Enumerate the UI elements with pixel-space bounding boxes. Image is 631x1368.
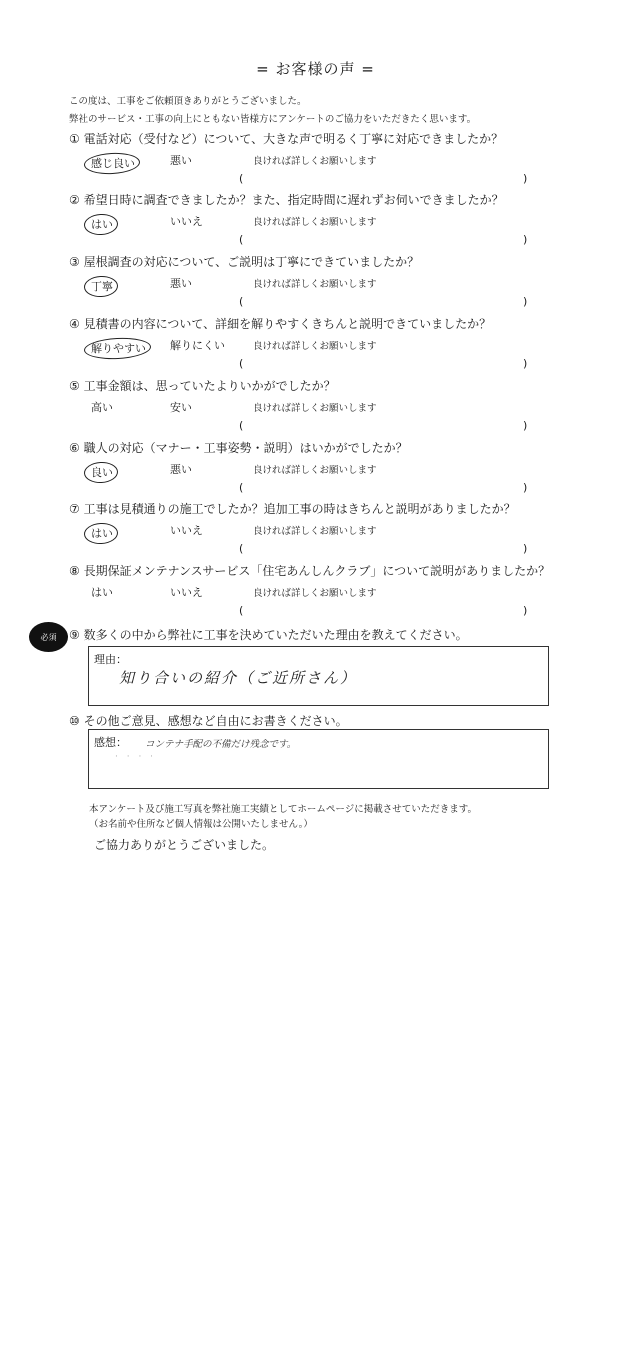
paren-open: ( [239, 295, 244, 308]
scribble-marks: · · · · [115, 752, 157, 762]
question-4 [69, 315, 609, 375]
paren-close: ) [523, 542, 528, 555]
answer-option-1[interactable]: 感じ良い [91, 157, 135, 170]
paren-open: ( [239, 233, 244, 246]
paren-close: ) [523, 419, 528, 432]
question-3 [69, 253, 609, 313]
paren-open: ( [239, 481, 244, 494]
paren-open: ( [239, 542, 244, 555]
question-9-text: ⑨ 数多くの中から弊社に工事を決めていただいた理由を教えてください。 [69, 628, 468, 642]
paren-close: ) [523, 233, 528, 246]
answer-option-1[interactable]: 丁寧 [91, 280, 113, 293]
paren-open: ( [239, 172, 244, 185]
paren-close: ) [523, 172, 528, 185]
required-badge: 必須 [29, 622, 68, 652]
detail-prompt: 良ければ詳しくお願いします [253, 403, 377, 414]
answer-option-2[interactable]: 解りにくい [170, 339, 225, 352]
answer-option-2[interactable]: いいえ [170, 215, 203, 228]
paren-open: ( [239, 419, 244, 432]
question-6 [69, 439, 609, 499]
paren-close: ) [523, 295, 528, 308]
answer-option-2[interactable]: 安い [170, 401, 192, 414]
question-text: ③ 屋根調査の対応について、ご説明は丁寧にできていましたか？ [69, 255, 420, 269]
question-text: ⑥ 職人の対応（マナー・工事姿勢・説明）はいかがでしたか？ [69, 441, 408, 455]
answer-option-1[interactable]: 良い [91, 466, 113, 479]
detail-prompt: 良ければ詳しくお願いします [253, 526, 377, 537]
question-text: ④ 見積書の内容について、詳細を解りやすくきちんと説明できていましたか？ [69, 317, 492, 331]
reason-box[interactable] [88, 646, 549, 706]
detail-prompt: 良ければ詳しくお願いします [253, 217, 377, 228]
question-7 [69, 500, 609, 560]
detail-prompt: 良ければ詳しくお願いします [253, 465, 377, 476]
intro-line-1: この度は、工事をご依頼頂きありがとうございました。 [69, 96, 307, 107]
question-10-text: ⑩ その他ご意見、感想など自由にお書きください。 [69, 714, 348, 728]
page-title: = お客様の声 = [256, 60, 375, 78]
answer-option-2[interactable]: いいえ [170, 524, 203, 537]
answer-option-2[interactable]: 悪い [170, 277, 192, 290]
comment-answer: コンテナ手配の不備だけ残念です。 [145, 739, 297, 750]
question-text: ① 電話対応（受付など）について、大きな声で明るく丁寧に対応できましたか？ [69, 132, 504, 146]
paren-close: ) [523, 357, 528, 370]
answer-option-2[interactable]: 悪い [170, 154, 192, 167]
question-text: ⑤ 工事金額は、思っていたよりいかがでしたか？ [69, 379, 336, 393]
answer-option-1[interactable]: 高い [91, 401, 113, 414]
reason-answer: 知り合いの紹介（ご近所さん） [119, 669, 358, 687]
detail-prompt: 良ければ詳しくお願いします [253, 341, 377, 352]
reason-label: 理由： [94, 653, 127, 666]
question-text: ② 希望日時に調査できましたか？また、指定時間に遅れずお伺いできましたか？ [69, 193, 504, 207]
paren-open: ( [239, 604, 244, 617]
thanks-text: ご協力ありがとうございました。 [94, 838, 275, 852]
comment-box[interactable] [88, 729, 549, 789]
question-2 [69, 191, 609, 251]
answer-option-1[interactable]: 解りやすい [91, 342, 146, 355]
detail-prompt: 良ければ詳しくお願いします [253, 156, 377, 167]
paren-close: ) [523, 481, 528, 494]
comment-label: 感想： [94, 736, 127, 749]
question-1 [69, 130, 609, 190]
answer-option-2[interactable]: いいえ [170, 586, 203, 599]
paren-close: ) [523, 604, 528, 617]
question-text: ⑦ 工事は見積通りの施工でしたか？追加工事の時はきちんと説明がありましたか？ [69, 502, 516, 516]
paren-open: ( [239, 357, 244, 370]
footer-line-2: （お名前や住所など個人情報は公開いたしません。） [89, 819, 313, 830]
answer-option-1[interactable]: はい [91, 527, 113, 540]
detail-prompt: 良ければ詳しくお願いします [253, 588, 377, 599]
question-8 [69, 562, 609, 622]
intro-line-2: 弊社のサービス・工事の向上にともない皆様方にアンケートのご協力をいただきたく思います。 [69, 114, 477, 125]
answer-option-2[interactable]: 悪い [170, 463, 192, 476]
answer-option-1[interactable]: はい [91, 586, 113, 599]
footer-line-1: 本アンケート及び施工写真を弊社施工実績としてホームページに掲載させていただきます。 [89, 804, 477, 815]
detail-prompt: 良ければ詳しくお願いします [253, 279, 377, 290]
question-5 [69, 377, 609, 437]
answer-option-1[interactable]: はい [91, 218, 113, 231]
question-text: ⑧ 長期保証メンテナンスサービス「住宅あんしんクラブ」について説明がありましたか？ [69, 564, 551, 578]
